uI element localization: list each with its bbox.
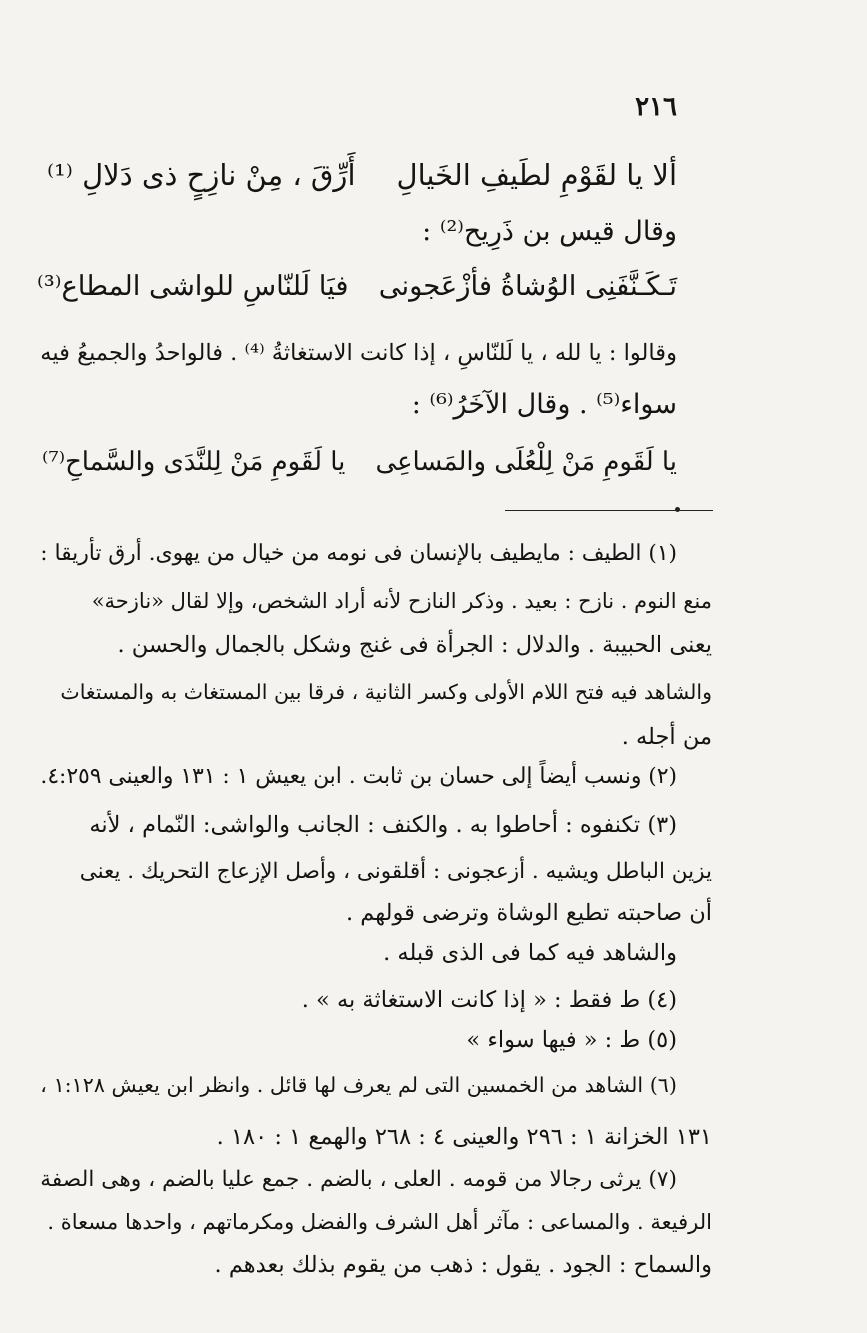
footnote-line: والشاهد فیه فتح اللام الأولی وکسر الثانیة ، فرقا بین المستغاث به والمستغاث [60, 680, 712, 704]
footnote-line: أن صاحبته تطیع الوشاة وترضی قولهم . [345, 900, 712, 926]
qays-intro-line: وقال قیس بن ذَرِیح⁽²⁾ : [422, 216, 677, 247]
footnote-line: (٤) ط فقط : « إذا کانت الاستغاثة به » . [301, 987, 677, 1013]
footnote-line: یعنی الحبیبة . والدلال : الجرأة فی غنج وشکل بالجمال والحسن . [117, 632, 712, 658]
footnote-line: ١٣١ الخزانة ١ : ٢٩٦ والعینی ٤ : ٢٦٨ والهمع ١ : ١٨٠ . [216, 1124, 712, 1150]
footnote-line: (٣) تکنفوه : أحاطوا به . والکنف : الجانب والواشی: النّمام ، لأنه [89, 812, 677, 838]
prose-line-1: وقالوا : یا لله ، یا لَلنّاسِ ، إذا کانت الاستغاثةُ ⁽⁴⁾ . فالواحدُ والجمیعُ فیه [40, 340, 677, 366]
footnote-line: (٦) الشاهد من الخمسین التی لم یعرف لها قائل . وانظر ابن یعیش ١:١٢٨ ، [40, 1073, 677, 1097]
verse-1-second-hemistich: أَرِّقَ ، مِنْ نازِحٍ ذی دَلالِ ⁽¹⁾ [47, 158, 356, 192]
footnote-line: (٧) یرثی رجالا من قومه . العلی ، بالضم . جمع علیا بالضم ، وهی الصفة [40, 1167, 677, 1192]
footnote-line: (١) الطیف : مایطیف بالإنسان فی نومه من خیال من یهوی. أرق تأریقا : [40, 541, 677, 566]
verse-3 [42, 440, 677, 484]
footnote-line: والسماح : الجود . یقول : ذهب من یقوم بذلك بعدهم . [214, 1252, 712, 1278]
verse-1 [47, 153, 677, 197]
footnote-line: (٥) ط : « فیها سواء » [466, 1027, 677, 1053]
footnote-line: یزین الباطل ویشیه . أزعجونی : أقلقونی ، وأصل الإزعاج التحریك . یعنی [79, 859, 712, 884]
footnote-line: من أجله . [621, 724, 712, 750]
prose-line-2: سواء⁽⁵⁾ . وقال الآخَرُ⁽⁶⁾ : [411, 389, 677, 420]
footnote-separator-dot [675, 507, 680, 512]
footnote-line: الرفیعة . والمساعی : مآثر أهل الشرف والفضل ومکرماتهم ، واحدها مسعاة . [47, 1210, 712, 1234]
verse-2 [37, 265, 677, 309]
verse-3-first-hemistich: یا لَقَومِ مَنْ لِلْعُلَی والمَساعِی [375, 447, 677, 477]
footnote-line: والشاهد فیه کما فی الذی قبله . [383, 940, 677, 966]
verse-2-first-hemistich: تَـکَـنَّفَنِی الوُشاةُ فأزْعَجونی [378, 271, 677, 302]
footnote-line: (٢) ونسب أیضاً إلی حسان بن ثابت . ابن یعیش ١ : ١٣١ والعینی ٤:٢٥٩. [40, 764, 677, 789]
page-number: ٢١٦ [635, 92, 677, 122]
verse-3-second-hemistich: یا لَقَومِ مَنْ لِلنَّدَی والسَّماحِ⁽⁷⁾ [42, 447, 346, 477]
verse-2-second-hemistich: فیَا لَلنّاسِ للواشی المطاع⁽³⁾ [37, 271, 349, 302]
footnote-line: منع النوم . نازح : بعید . وذکر النازح لأنه أراد الشخص، وإلا لقال «نازحة» [91, 589, 712, 613]
footnote-separator [505, 510, 713, 511]
verse-1-first-hemistich: ألا يا لقَوْمِ لطَيفِ الخَيالِ [396, 158, 677, 192]
